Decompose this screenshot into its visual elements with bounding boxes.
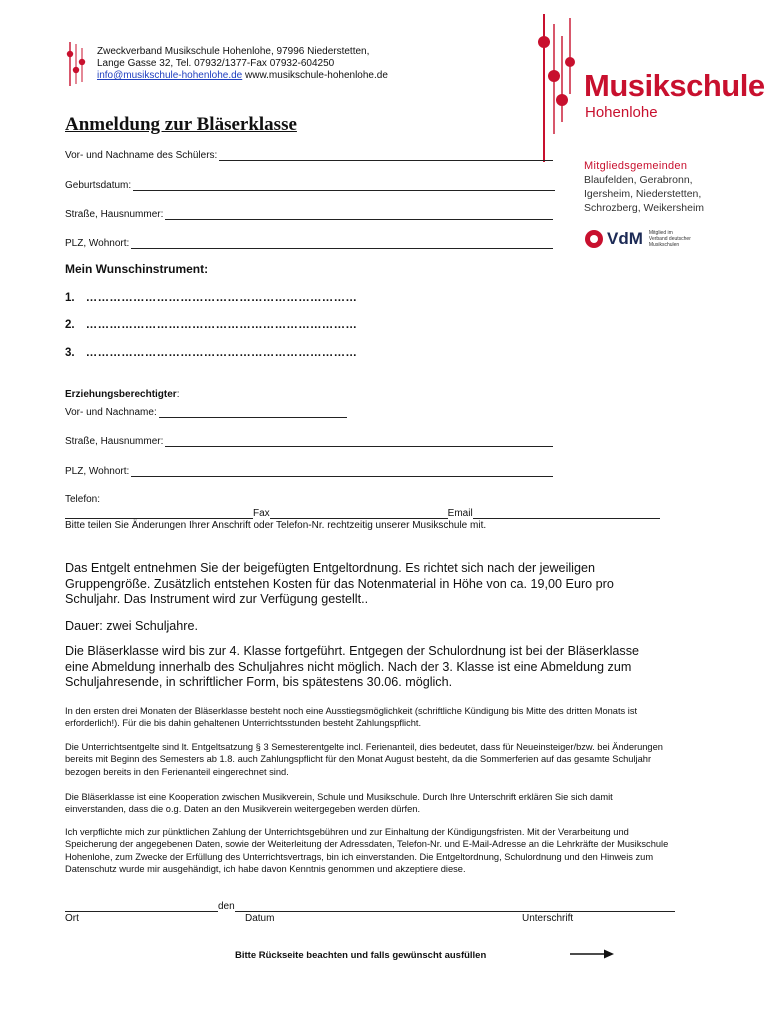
instrument-number: 1. — [65, 292, 75, 304]
vdm-badge — [584, 229, 691, 249]
terms-paragraph-4: Ich verpflichte mich zur pünktlichen Zahlung der Unterrichtsgebühren und zur Einhaltung der Kündigungsfristen. Mit der Verarbeitung und Speicherung der angegebenen Daten, sowie der Weiterleitung der Adressdaten, Telefon-Nr. und E-Mail-Adresse an die Lehrkräfte der Musikschule Hohenlohe, zum Zwecke der Erfüllung des Unterrichtsvertrags, bin ich einverstanden. Die Entgeltordnung, Schulordnung und den Hinweis zum Datenschutz wurde mir ausgehändigt, ich habe davon Kenntnis genommen und akzeptiere diese. — [65, 827, 669, 875]
member-towns-line3: Schrozberg, Weikersheim — [584, 202, 705, 214]
phone-line[interactable] — [65, 509, 253, 519]
org-address-line1: Zweckverband Musikschule Hohenlohe, 97996 Niederstetten, — [97, 46, 370, 57]
guardian-heading-colon: : — [176, 389, 180, 400]
continuation-paragraph: Die Bläserklasse wird bis zur 4. Klasse fortgeführt. Entgegen der Schulordnung ist bei der Bläserklasse eine Abmeldung innerhalb des Schuljahres nicht möglich. Nach der 3. Klasse ist eine Abmeldung zum Schuljahresende, in schriftlicher Form, bis spätestens 30.06. möglich. — [65, 644, 640, 689]
guardian-city-field[interactable] — [65, 466, 553, 477]
arrow-right-icon — [570, 948, 614, 960]
instrument-heading: Mein Wunschinstrument: — [65, 262, 209, 276]
date-label: Datum — [245, 913, 275, 924]
birthdate-line[interactable] — [133, 181, 555, 191]
member-heading: Mitgliedsgemeinden — [584, 160, 688, 172]
city-field[interactable] — [65, 238, 553, 249]
vdm-note — [649, 230, 691, 248]
place-line[interactable] — [65, 902, 218, 912]
vdm-note-line2: Verband deutscher — [648, 236, 691, 242]
instrument-option-3[interactable] — [65, 347, 357, 359]
phone-label: Telefon: — [65, 494, 101, 505]
member-towns-line2: Igersheim, Niederstetten, — [584, 188, 702, 200]
city-line[interactable] — [131, 239, 553, 249]
instrument-option-2[interactable] — [65, 319, 357, 331]
instrument-option-1[interactable] — [65, 292, 357, 304]
student-name-field[interactable] — [65, 150, 553, 161]
signature-row[interactable] — [65, 901, 675, 912]
vdm-note-line1: Mitglied im — [648, 230, 673, 236]
vdm-note-line3: Musikschulen — [648, 242, 680, 248]
street-field[interactable] — [65, 209, 553, 220]
vdm-text: VdM — [607, 229, 643, 248]
student-name-line[interactable] — [219, 151, 553, 161]
email-link[interactable]: info@musikschule-hohenlohe.de — [97, 70, 243, 81]
phone-fax-email-row[interactable] — [65, 508, 660, 519]
guardian-name-line[interactable] — [159, 408, 347, 418]
guardian-heading — [65, 389, 179, 400]
fax-line[interactable] — [270, 509, 448, 519]
instrument-blank[interactable]: …………………………………………………………… — [85, 347, 358, 359]
place-label: Ort — [65, 913, 79, 924]
guardian-name-label: Vor- und Nachname: — [65, 407, 157, 418]
fee-paragraph: Das Entgelt entnehmen Sie der beigefügten Entgeltordnung. Es richtet sich nach der jeweiligen Gruppengröße. Zusätzlich entstehen Kosten für das Notenmaterial in Höhe von ca. 19,00 Euro pro Schuljahr. Das Instrument wird zur Verfügung gestellt.. — [65, 561, 614, 606]
org-contact-line — [97, 70, 388, 82]
logo-subtitle: Hohenlohe — [585, 104, 658, 121]
org-address-line2: Lange Gasse 32, Tel. 07932/1377-Fax 07932-604250 — [97, 58, 335, 69]
guardian-street-line[interactable] — [165, 437, 553, 447]
terms-paragraph-2: Die Unterrichtsentgelte sind lt. Entgeltsatzung § 3 Semesterentgelte incl. Ferienanteil, dies bedeutet, dass für Neueinsteiger/bzw. bei Änderungen bereits mit Beginn des Semesters ab 1.8. auch Zahlungspflicht für den Monat August besteht, da die Sommerferien auf das gesamte Schuljahr bezogen bereits in den Ferienanteil eingerechnet sind. — [65, 742, 663, 777]
vdm-logo-icon — [584, 229, 604, 249]
back-page-note: Bitte Rückseite beachten und falls gewünscht ausfüllen — [235, 950, 487, 961]
address-change-notice: Bitte teilen Sie Änderungen Ihrer Anschrift oder Telefon-Nr. rechtzeitig unserer Musikschule mit. — [65, 520, 487, 531]
logo-wordmark: Musikschule — [584, 68, 765, 103]
member-towns-line1: Blaufelden, Gerabronn, — [584, 174, 693, 186]
email-label: Email — [447, 508, 473, 519]
student-name-label: Vor- und Nachname des Schülers: — [65, 150, 218, 161]
duration-text: Dauer: zwei Schuljahre. — [65, 619, 198, 633]
guardian-street-label: Straße, Hausnummer: — [65, 436, 164, 447]
guardian-street-field[interactable] — [65, 436, 553, 447]
instrument-blank[interactable]: …………………………………………………………… — [85, 292, 358, 304]
terms-paragraph-1: In den ersten drei Monaten der Bläserklasse besteht noch eine Ausstiegsmöglichkeit (schriftliche Kündigung bis Mitte des dritten Monats ist erforderlich!). Für die bis dahin gehaltenen Unterrichtsstunden besteht Zahlungspflicht. — [65, 706, 638, 729]
street-line[interactable] — [165, 210, 553, 220]
instrument-number: 2. — [65, 319, 75, 331]
birthdate-field[interactable] — [65, 180, 555, 191]
instrument-number: 3. — [65, 347, 75, 359]
header-staff-decoration — [64, 40, 90, 88]
date-signature-line[interactable] — [235, 902, 675, 912]
guardian-heading-text: Erziehungsberechtigter — [65, 389, 177, 400]
street-label: Straße, Hausnummer: — [65, 209, 164, 220]
city-label: PLZ, Wohnort: — [65, 238, 130, 249]
website-text: www.musikschule-hohenlohe.de — [245, 70, 388, 81]
guardian-city-label: PLZ, Wohnort: — [65, 466, 130, 477]
birthdate-label: Geburtsdatum: — [65, 180, 132, 191]
guardian-city-line[interactable] — [131, 467, 553, 477]
form-title: Anmeldung zur Bläserklasse — [65, 114, 297, 135]
email-line[interactable] — [473, 509, 660, 519]
terms-paragraph-3: Die Bläserklasse ist eine Kooperation zwischen Musikverein, Schule und Musikschule. Durch Ihre Unterschrift erklären Sie sich damit einverstanden, dass die o.g. Daten an den Musikverein weitergegeben werden dürfen. — [65, 792, 613, 815]
den-label: den — [218, 901, 235, 912]
instrument-blank[interactable]: …………………………………………………………… — [85, 319, 358, 331]
guardian-name-field[interactable] — [65, 407, 347, 418]
signature-label: Unterschrift — [522, 913, 574, 924]
fax-label: Fax — [253, 508, 270, 519]
